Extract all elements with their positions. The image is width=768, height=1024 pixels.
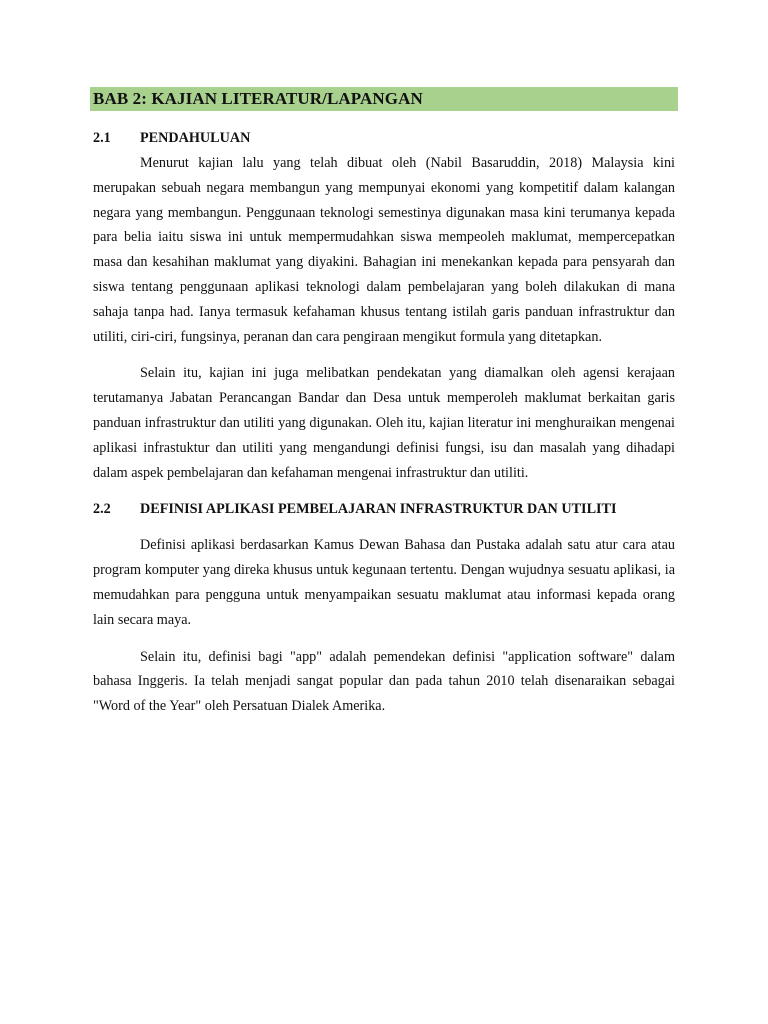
section-title: DEFINISI APLIKASI PEMBELAJARAN INFRASTRUKTUR DAN UTILITI bbox=[140, 501, 617, 518]
body-paragraph: Selain itu, kajian ini juga melibatkan pendekatan yang diamalkan oleh agensi kerajaan terutamanya Jabatan Perancangan Bandar dan Desa untuk memperoleh maklumat berkaitan garis panduan infrastruktur dan utiliti yang digunakan. Oleh itu, kajian literatur ini menghuraikan mengenai aplikasi infrastuktur dan utiliti yang mengandungi definisi fungsi, isu dan masalah yang dihadapi dalam aspek pembelajaran dan kefahaman mengenai infrastruktur dan utiliti. bbox=[93, 365, 675, 481]
section-definisi-aplikasi bbox=[93, 497, 675, 719]
section-heading bbox=[93, 126, 675, 150]
section-heading bbox=[93, 497, 675, 521]
body-paragraph: Menurut kajian lalu yang telah dibuat oleh (Nabil Basaruddin, 2018) Malaysia kini merupakan sebuah negara membangun yang mempunyai ekonomi yang kompetitif dalam kalangan negara yang membangun. Penggunaan teknologi semestinya digunakan masa kini terumanya kepada para belia iaitu siswa ini untuk mempermudahkan siswa mempeoleh maklumat, mempercepatkan masa dan kesahihan maklumat yang diyakini. Bahagian ini menekankan kepada para pensyarah dan siswa tentang penggunaan aplikasi teknologi dalam pembelajaran yang boleh dilakukan di mana sahaja tanpa had. Ianya termasuk kefahaman khusus tentang istilah garis panduan infrastruktur dan utiliti, ciri-ciri, fungsinya, peranan dan cara pengiraan mengikut formula yang ditetapkan. bbox=[93, 155, 675, 345]
body-paragraph: Definisi aplikasi berdasarkan Kamus Dewan Bahasa dan Pustaka adalah satu atur cara atau program komputer yang direka khusus untuk kegunaan tertentu. Dengan wujudnya sesuatu aplikasi, ia memudahkan para pengguna untuk menyampaikan sesuatu maklumat atau informasi kepada orang lain secara maya. bbox=[93, 537, 675, 628]
chapter-title: BAB 2: KAJIAN LITERATUR/LAPANGAN bbox=[93, 89, 423, 108]
section-pendahuluan bbox=[93, 126, 675, 485]
section-title: PENDAHULUAN bbox=[140, 130, 251, 146]
section-number: 2.2 bbox=[93, 501, 111, 518]
body-paragraph: Selain itu, definisi bagi "app" adalah pemendekan definisi "application software" dalam bahasa Inggeris. Ia telah menjadi sangat popular dan pada tahun 2010 telah disenaraikan sebagai "Word of the Year" oleh Persatuan Dialek Amerika. bbox=[93, 648, 675, 715]
chapter-heading-bar bbox=[90, 87, 678, 111]
section-number: 2.1 bbox=[93, 130, 111, 146]
document-body bbox=[93, 126, 675, 719]
